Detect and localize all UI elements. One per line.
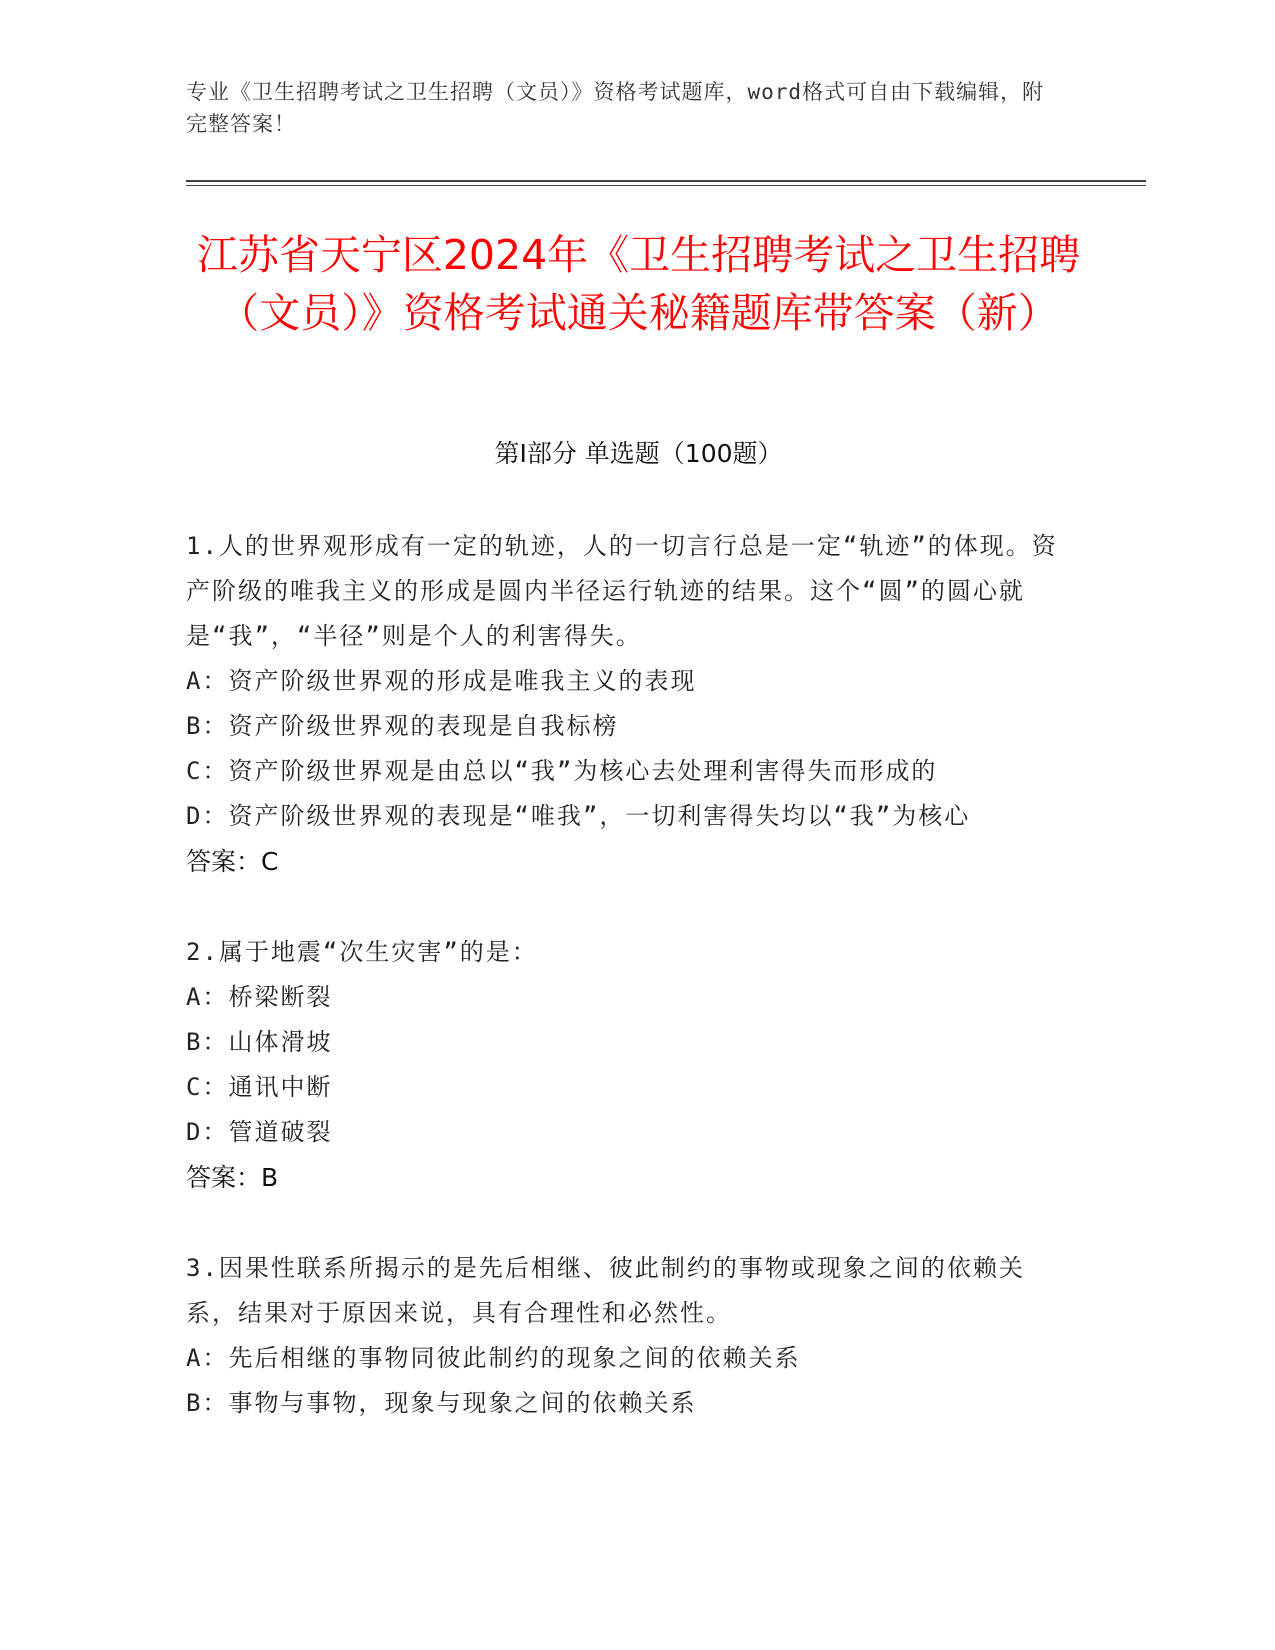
question-stem: 2.属于地震“次生灾害”的是：	[186, 938, 538, 966]
answer: 答案：C	[186, 847, 279, 876]
question-stem: 3.因果性联系所揭示的是先后相继、彼此制约的事物或现象之间的依赖关系，结果对于原因来说，具有合理性和必然性。	[186, 1254, 1025, 1327]
option-b: B：资产阶级世界观的表现是自我标榜	[186, 712, 619, 740]
option-c: C：通讯中断	[186, 1073, 333, 1101]
header-divider-thick	[186, 180, 1146, 182]
option-a: A：资产阶级世界观的形成是唯我主义的表现	[186, 667, 697, 695]
section-heading: 第Ⅰ部分 单选题（100题）	[494, 439, 783, 468]
option-a: A：先后相继的事物同彼此制约的现象之间的依赖关系	[186, 1344, 801, 1372]
option-b: B：事物与事物，现象与现象之间的依赖关系	[186, 1389, 697, 1417]
question-3	[186, 1246, 1066, 1426]
option-d: D：资产阶级世界观的表现是“唯我”，一切利害得失均以“我”为核心	[186, 802, 971, 830]
question-stem: 1.人的世界观形成有一定的轨迹，人的一切言行总是一定“轨迹”的体现。资产阶级的唯我主义的形成是圆内半径运行轨迹的结果。这个“圆”的圆心就是“我”，“半径”则是个人的利害得失。	[186, 532, 1058, 650]
option-d: D：管道破裂	[186, 1118, 333, 1146]
option-c: C：资产阶级世界观是由总以“我”为核心去处理利害得失而形成的	[186, 757, 938, 785]
answer: 答案：B	[186, 1163, 279, 1192]
question-list	[186, 524, 1066, 1472]
question-2	[186, 930, 1066, 1200]
question-1	[186, 524, 1066, 884]
document-title: 江苏省天宁区2024年《卫生招聘考试之卫生招聘（文员）》资格考试通关秘籍题库带答案（新）	[196, 231, 1081, 337]
option-a: A：桥梁断裂	[186, 983, 333, 1011]
header-divider-thin	[186, 185, 1146, 186]
option-b: B：山体滑坡	[186, 1028, 333, 1056]
header-note: 专业《卫生招聘考试之卫生招聘（文员）》资格考试题库，word格式可自由下载编辑，附完整答案！	[186, 80, 1045, 136]
